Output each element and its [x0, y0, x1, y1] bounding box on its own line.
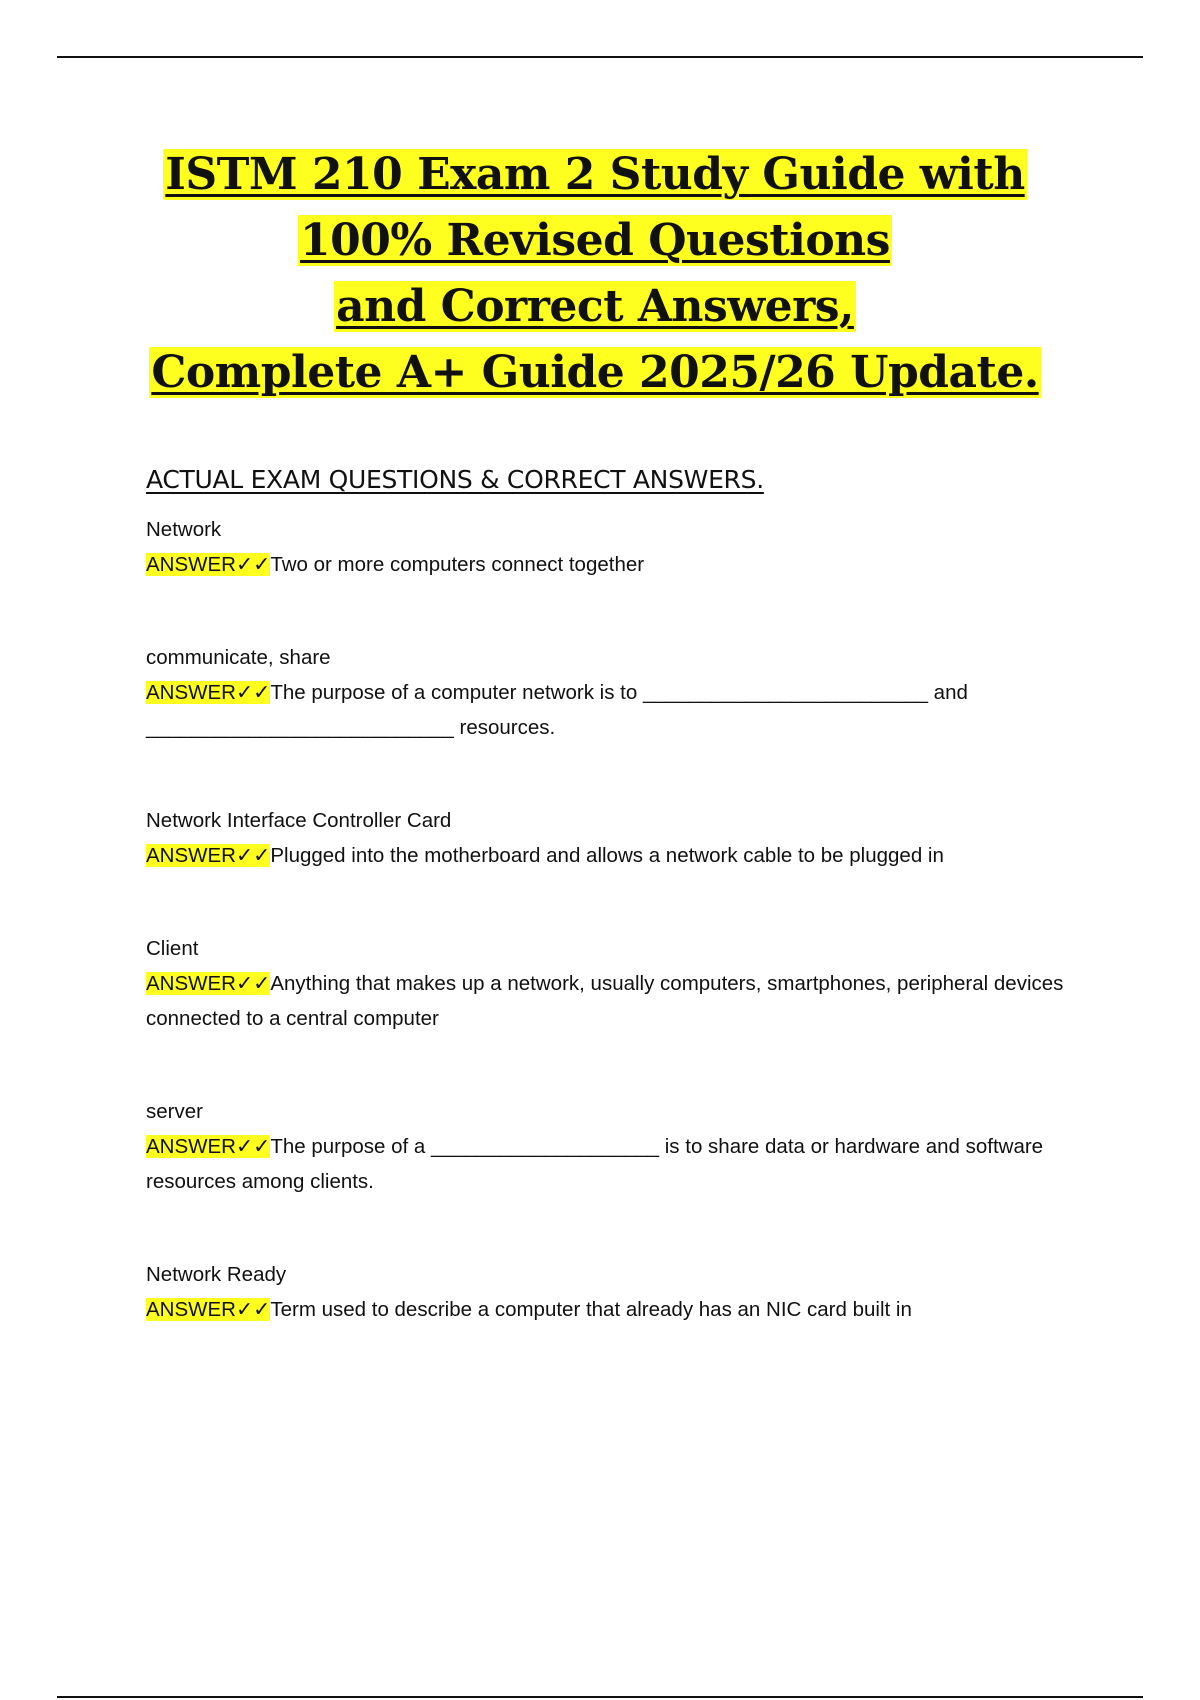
top-rule [57, 56, 1143, 58]
question-term: Network Interface Controller Card [146, 809, 452, 832]
title-line-1: ISTM 210 Exam 2 Study Guide with [165, 149, 1025, 200]
question-term: Client [146, 937, 199, 960]
qa-entry [146, 512, 1086, 582]
question-term: Network Ready [146, 1263, 287, 1286]
title-line-3: and Correct Answers, [336, 281, 854, 332]
qa-entry [146, 1094, 1086, 1199]
document-title [0, 142, 1190, 406]
answer-text [146, 1292, 1086, 1327]
answer-text [146, 966, 1086, 1036]
qa-content [146, 460, 1086, 1385]
answer-text [146, 675, 1086, 745]
answer-label: ANSWER✓✓ [146, 1135, 271, 1158]
bottom-rule [57, 1696, 1143, 1698]
question-term: communicate, share [146, 646, 331, 669]
section-heading: ACTUAL EXAM QUESTIONS & CORRECT ANSWERS. [146, 465, 764, 494]
title-line-4: Complete A+ Guide 2025/26 Update. [151, 347, 1039, 398]
title-line-2: 100% Revised Questions [300, 215, 890, 266]
answer-label: ANSWER✓✓ [146, 844, 271, 867]
answer-text [146, 547, 1086, 582]
answer-body: The purpose of a computer network is to _________________________ and ___________________________ resources. [146, 681, 968, 739]
qa-entry [146, 803, 1086, 873]
answer-label: ANSWER✓✓ [146, 553, 271, 576]
answer-body: Term used to describe a computer that already has an NIC card built in [270, 1298, 912, 1321]
answer-body: Plugged into the motherboard and allows a network cable to be plugged in [270, 844, 944, 867]
answer-body: Two or more computers connect together [270, 553, 645, 576]
answer-body: The purpose of a ____________________ is to share data or hardware and software resources among clients. [146, 1135, 1044, 1193]
answer-text [146, 1129, 1086, 1199]
qa-entry [146, 640, 1086, 745]
answer-body: Anything that makes up a network, usually computers, smartphones, peripheral devices connected to a central computer [146, 972, 1064, 1030]
answer-text [146, 838, 1086, 873]
answer-label: ANSWER✓✓ [146, 1298, 271, 1321]
answer-label: ANSWER✓✓ [146, 972, 271, 995]
answer-label: ANSWER✓✓ [146, 681, 271, 704]
qa-entry [146, 931, 1086, 1036]
question-term: Network [146, 518, 222, 541]
question-term: server [146, 1100, 203, 1123]
qa-entry [146, 1257, 1086, 1327]
